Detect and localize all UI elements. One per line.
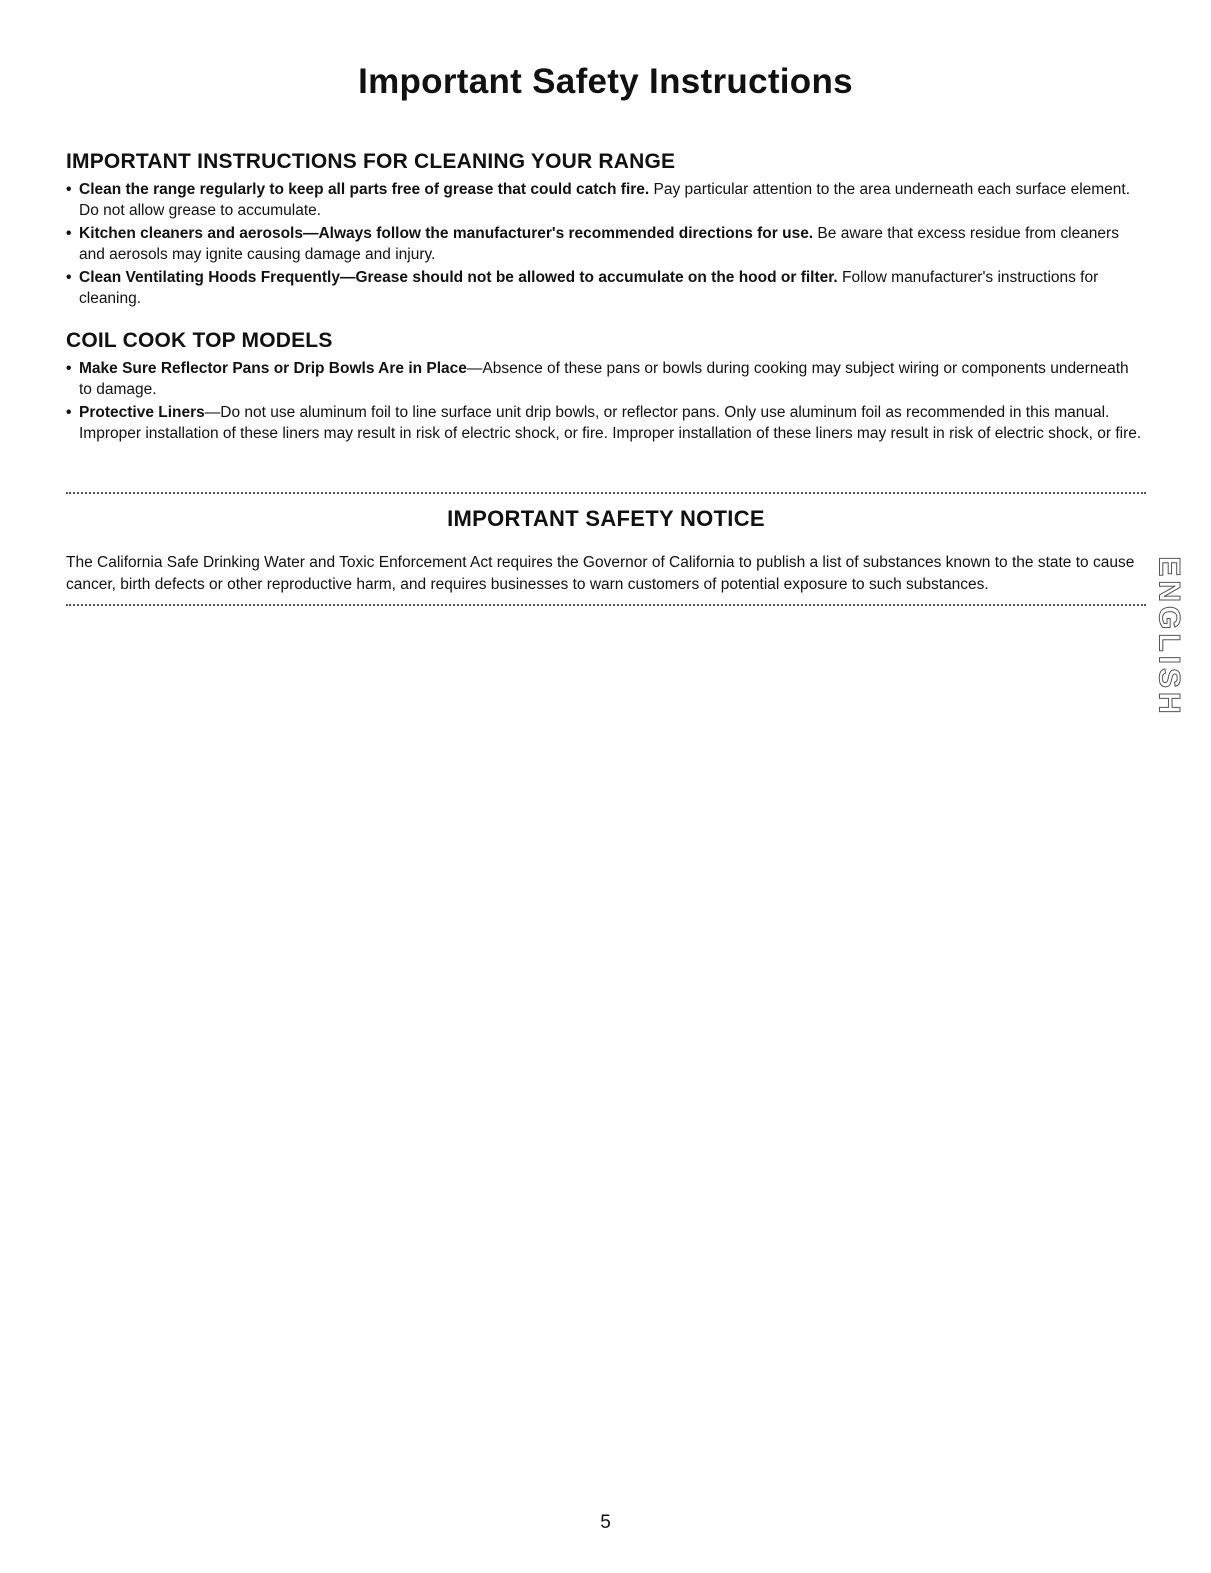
item-text: Pay particular attention to the area underneath each surface element. Do not allow grease to accumulate. bbox=[79, 181, 1131, 219]
list-item bbox=[66, 267, 1144, 309]
instructions-content bbox=[66, 150, 1144, 446]
item-bold-text: Make Sure Reflector Pans or Drip Bowls Are in Place bbox=[79, 360, 467, 377]
page-number: 5 bbox=[600, 1512, 611, 1533]
coil-heading: COIL COOK TOP MODELS bbox=[66, 329, 333, 352]
item-bold-text: Clean Ventilating Hoods Frequently—Grease should not be allowed to accumulate on the hood or filter. bbox=[79, 269, 838, 286]
item-bold-text: Kitchen cleaners and aerosols—Always follow the manufacturer's recommended directions for use. bbox=[79, 225, 814, 242]
divider bbox=[66, 492, 1146, 494]
language-tab-label: ENGLISH bbox=[1153, 556, 1187, 718]
bullet-icon: • bbox=[66, 225, 72, 242]
list-item bbox=[66, 402, 1144, 444]
safety-notice bbox=[66, 492, 1146, 606]
item-bold-text: Protective Liners bbox=[79, 404, 205, 421]
notice-text: The California Safe Drinking Water and Toxic Enforcement Act requires the Governor of California to publish a list of substances known to the state to cause cancer, birth defects or other reproductive harm, and requires businesses to warn customers of potential exposure to such substances. bbox=[66, 554, 1135, 593]
cleaning-heading: IMPORTANT INSTRUCTIONS FOR CLEANING YOUR RANGE bbox=[66, 150, 676, 173]
divider bbox=[66, 604, 1146, 606]
page-title: Important Safety Instructions bbox=[358, 62, 853, 101]
item-text: Follow manufacturer's instructions for cleaning. bbox=[79, 269, 1099, 307]
notice-title: IMPORTANT SAFETY NOTICE bbox=[447, 506, 765, 531]
bullet-icon: • bbox=[66, 269, 72, 286]
list-item bbox=[66, 223, 1144, 265]
list-item bbox=[66, 179, 1144, 221]
cleaning-list bbox=[66, 179, 1144, 309]
item-text: Be aware that excess residue from cleaners and aerosols may ignite causing damage and injury. bbox=[79, 225, 1119, 263]
bullet-icon: • bbox=[66, 360, 72, 377]
coil-list bbox=[66, 358, 1144, 444]
item-bold-text: Clean the range regularly to keep all parts free of grease that could catch fire. bbox=[79, 181, 650, 198]
item-text: —Do not use aluminum foil to line surface unit drip bowls, or reflector pans. Only use aluminum foil as recommended in this manual. Improper installation of these liners may result in risk of electric shock, or fire. Improper installation of these liners may result in risk of electric shock, or fire. bbox=[79, 404, 1142, 442]
list-item bbox=[66, 358, 1144, 400]
item-text: —Absence of these pans or bowls during cooking may subject wiring or components underneath to damage. bbox=[79, 360, 1129, 398]
bullet-icon: • bbox=[66, 404, 72, 421]
language-tab bbox=[1152, 556, 1187, 718]
bullet-icon: • bbox=[66, 181, 72, 198]
